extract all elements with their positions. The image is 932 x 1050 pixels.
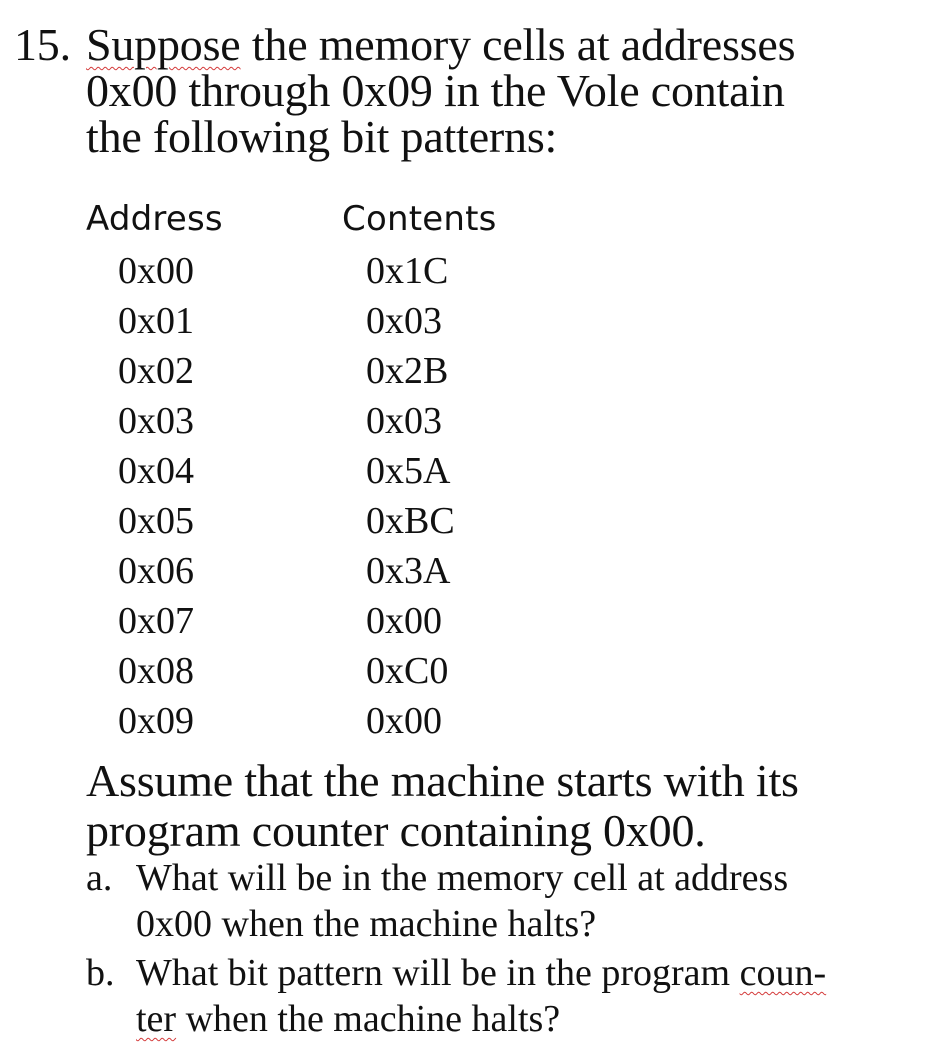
contents-cell: 0x5A — [366, 450, 451, 492]
contents-cell: 0x00 — [366, 600, 442, 642]
table-row — [86, 646, 606, 696]
contents-cell: 0x1C — [366, 250, 449, 292]
part-b-line-1 — [136, 950, 826, 996]
table-row — [86, 446, 606, 496]
question-number: 15. — [14, 19, 71, 70]
question-intro-line-3: the following bit patterns: — [86, 111, 558, 162]
address-cell: 0x01 — [118, 300, 194, 342]
part-a-marker: a. — [86, 857, 113, 899]
address-column-header: Address — [86, 199, 223, 239]
contents-cell: 0xBC — [366, 500, 455, 542]
question-intro-line-1-text: the memory cells at addresses — [240, 19, 796, 70]
address-cell: 0x00 — [118, 250, 194, 292]
address-cell: 0x06 — [118, 550, 194, 592]
spellcheck-word: coun- — [739, 952, 827, 994]
contents-cell: 0x03 — [366, 400, 442, 442]
question-intro-line-2: 0x00 through 0x09 in the Vole contain — [86, 65, 785, 116]
address-cell: 0x03 — [118, 400, 194, 442]
address-cell: 0x09 — [118, 700, 194, 742]
spellcheck-word: ter — [136, 998, 177, 1040]
part-a-line-2: 0x00 when the machine halts? — [136, 903, 597, 945]
table-row — [86, 496, 606, 546]
table-row — [86, 596, 606, 646]
address-cell: 0x07 — [118, 600, 194, 642]
address-cell: 0x02 — [118, 350, 194, 392]
assumption-line-2: program counter containing 0x00. — [86, 805, 706, 856]
part-b-line-2-text: when the machine halts? — [176, 998, 561, 1040]
table-row — [86, 546, 606, 596]
address-cell: 0x05 — [118, 500, 194, 542]
part-a-line-1: What will be in the memory cell at address — [136, 857, 789, 899]
table-row — [86, 696, 606, 746]
contents-cell: 0x3A — [366, 550, 451, 592]
contents-column-header: Contents — [342, 199, 497, 239]
table-row — [86, 296, 606, 346]
contents-cell: 0x2B — [366, 350, 449, 392]
table-row — [86, 396, 606, 446]
part-b-marker: b. — [86, 952, 115, 994]
spellcheck-word: Suppose — [86, 19, 241, 70]
contents-cell: 0x00 — [366, 700, 442, 742]
part-b-line-1-text: What bit pattern will be in the program — [136, 952, 740, 994]
part-b-line-2 — [136, 996, 560, 1042]
table-row — [86, 246, 606, 296]
address-cell: 0x04 — [118, 450, 194, 492]
contents-cell: 0x03 — [366, 300, 442, 342]
assumption-line-1: Assume that the machine starts with its — [86, 755, 799, 806]
question-intro-line-1 — [86, 20, 795, 70]
contents-cell: 0xC0 — [366, 650, 449, 692]
table-row — [86, 346, 606, 396]
address-cell: 0x08 — [118, 650, 194, 692]
